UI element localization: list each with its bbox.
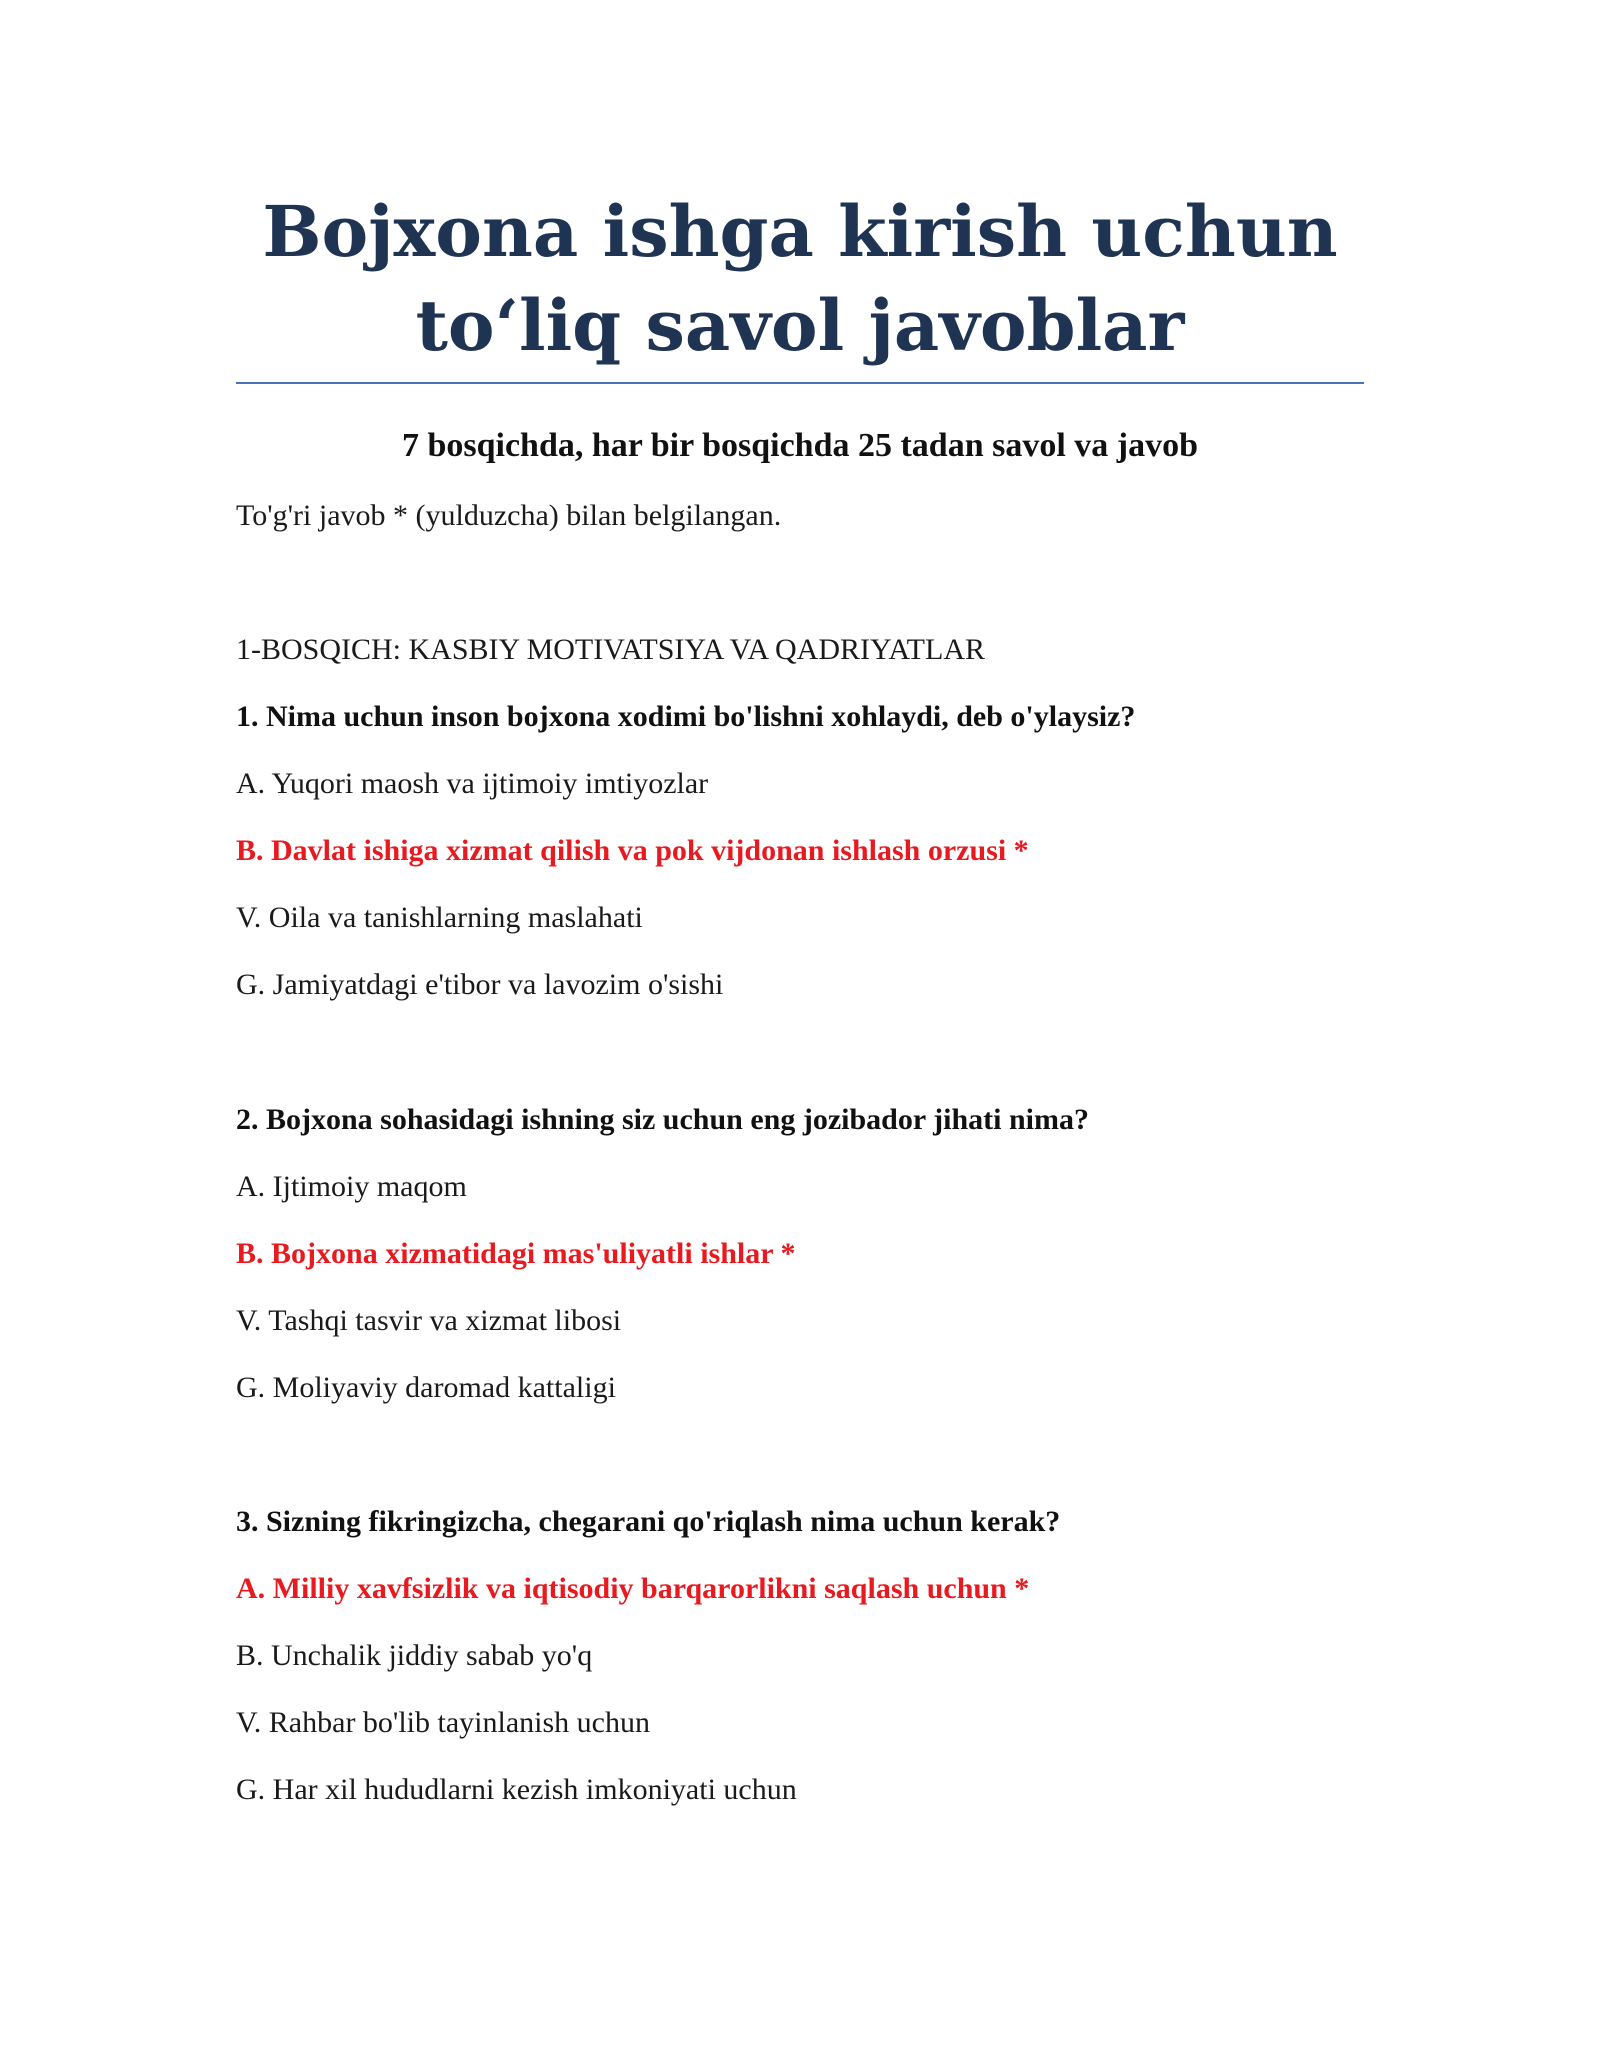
answer-option: V. Tashqi tasvir va xizmat libosi [236, 1304, 622, 1337]
answer-option: V. Rahbar bo'lib tayinlanish uchun [236, 1706, 650, 1739]
answer-option-correct: B. Bojxona xizmatidagi mas'uliyatli ishlar * [236, 1237, 796, 1270]
answer-key-note: To'g'ri javob * (yulduzcha) bilan belgilangan. [236, 499, 782, 532]
document-subtitle: 7 bosqichda, har bir bosqichda 25 tadan savol va javob [401, 427, 1199, 464]
answer-option-correct: A. Milliy xavfsizlik va iqtisodiy barqarorlikni saqlash uchun * [236, 1572, 1030, 1605]
answer-option-correct: B. Davlat ishiga xizmat qilish va pok vijdonan ishlash orzusi * [236, 834, 1029, 867]
answer-option: V. Oila va tanishlarning maslahati [236, 901, 643, 934]
title-line-1: Bojxona ishga kirish uchun [262, 190, 1338, 273]
answer-option: B. Unchalik jiddiy sabab yo'q [236, 1639, 593, 1672]
question-text: 3. Sizning fikringizcha, chegarani qo'riqlash nima uchun kerak? [236, 1505, 1061, 1538]
question-text: 2. Bojxona sohasidagi ishning siz uchun eng jozibador jihati nima? [236, 1103, 1089, 1136]
title-underline [236, 382, 1364, 384]
title-line-2: to‘liq savol javoblar [415, 284, 1185, 367]
answer-option: G. Jamiyatdagi e'tibor va lavozim o'sishi [236, 968, 724, 1001]
answer-option: G. Har xil hududlarni kezish imkoniyati uchun [236, 1773, 797, 1806]
answer-option: A. Ijtimoiy maqom [236, 1170, 467, 1203]
answer-option: A. Yuqori maosh va ijtimoiy imtiyozlar [236, 767, 709, 800]
question-text: 1. Nima uchun inson bojxona xodimi bo'lishni xohlaydi, deb o'ylaysiz? [236, 700, 1136, 733]
section-heading: 1-BOSQICH: KASBIY MOTIVATSIYA VA QADRIYATLAR [236, 633, 985, 666]
answer-option: G. Moliyaviy daromad kattaligi [236, 1371, 616, 1404]
document-title [236, 185, 1364, 373]
